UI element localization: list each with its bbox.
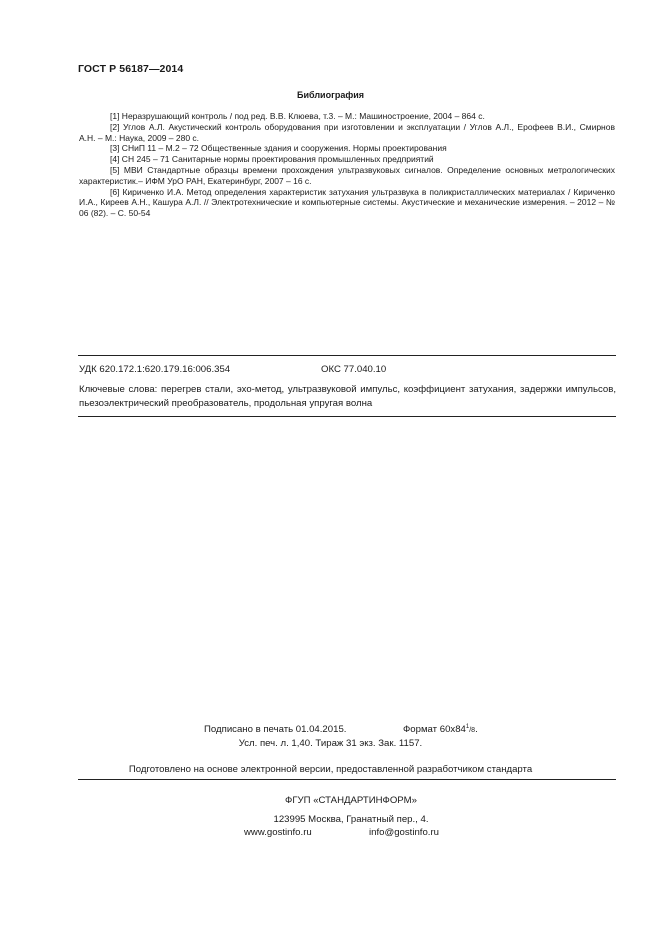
keywords: Ключевые слова: перегрев стали, эхо-метод, ультразвуковой импульс, коэффициент затухания, задержки импульсов, пьезоэлектрический преобразователь, продольная упругая волна — [79, 384, 616, 409]
format-period: . — [475, 724, 478, 736]
publisher-address: 123995 Москва, Гранатный пер., 4. — [273, 814, 429, 825]
divider-imprint — [78, 779, 616, 780]
divider-bottom — [78, 416, 616, 417]
oks-code: ОКС 77.040.10 — [321, 364, 387, 375]
format-label: Формат 60x84 — [403, 724, 466, 736]
email-link[interactable]: info@gostinfo.ru — [369, 827, 440, 838]
bibliography-item: [6] Кириченко И.А. Метод определения характеристик затухания ультразвука в поликристаллических материалах / Кириченко И.А., Киреев А.Н., Кашура А.Л. // Электротехнические и компьютерные системы. Акустические и механические измерения. – 2012 – № 06 (82). – С. 50-54 — [79, 186, 615, 219]
prepared-note: Подготовлено на основе электронной версии, предоставленной разработчиком стандарта — [128, 764, 533, 775]
signed-date: Подписано в печать 01.04.2015. — [204, 724, 347, 735]
paper-format — [403, 724, 478, 735]
divider-top — [78, 355, 616, 356]
publisher-name: ФГУП «СТАНДАРТИНФОРМ» — [285, 795, 417, 806]
bibliography-item: [5] МВИ Стандартные образцы времени прохождения ультразвуковых сигналов. Определение основных метрологических характеристик.– ИФМ УрО РАН, Екатеринбург, 2007 – 16 с. — [79, 164, 615, 186]
format-numerator: 1 — [465, 724, 470, 730]
udk-code: УДК 620.172.1:620.179.16:006.354 — [79, 364, 231, 375]
document-header: ГОСТ Р 56187—2014 — [78, 63, 184, 75]
bibliography-item: [2] Углов А.Л. Акустический контроль оборудования при изготовлении и эксплуатации / Углов А.Л., Ерофеев В.И., Смирнов А.Н. – М.: Наука, 2009 – 280 с. — [79, 121, 615, 143]
format-denominator: /8 — [469, 727, 476, 735]
bibliography-list — [79, 111, 615, 219]
bibliography-item: [3] СНиП 11 – М.2 – 72 Общественные здания и сооружения. Нормы проектирования — [110, 143, 447, 154]
print-info: Усл. печ. л. 1,40. Тираж 31 экз. Зак. 1157. — [238, 738, 423, 749]
website-link[interactable]: www.gostinfo.ru — [244, 827, 312, 838]
bibliography-item: [4] СН 245 – 71 Санитарные нормы проектирования промышленных предприятий — [110, 154, 434, 165]
bibliography-item: [1] Неразрушающий контроль / под ред. В.В. Клюева, т.3. – М.: Машиностроение, 2004 – 864 с. — [110, 111, 485, 121]
bibliography-title: Библиография — [297, 90, 364, 100]
